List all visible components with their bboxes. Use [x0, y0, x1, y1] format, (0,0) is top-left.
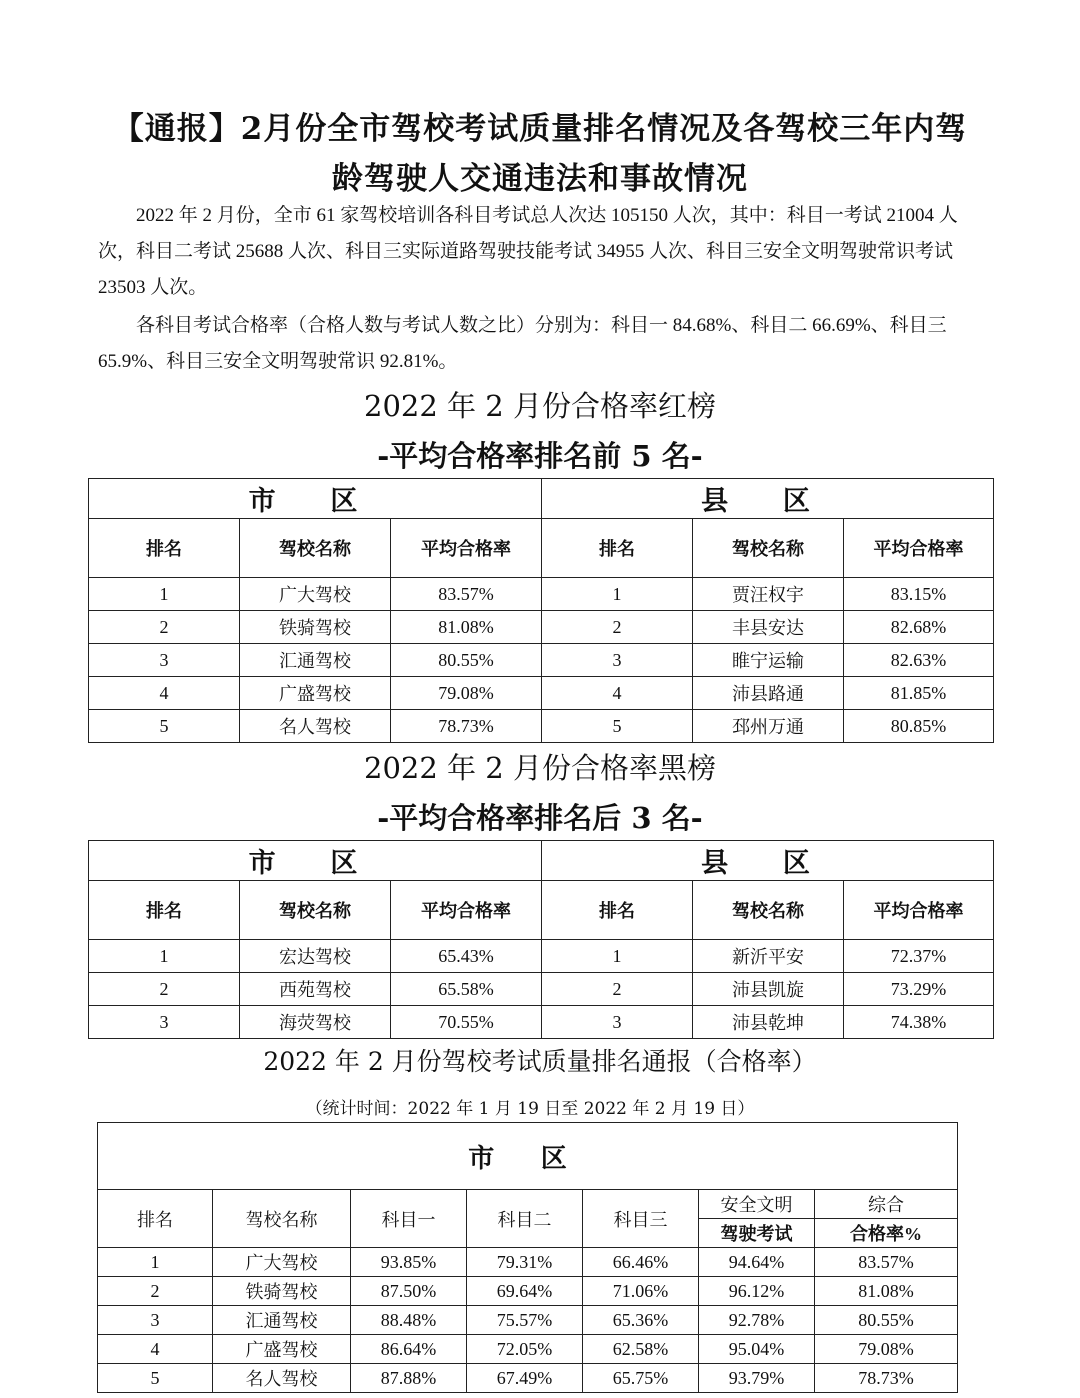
red-list-subheading: -平均合格率排名前 5 名- [377, 439, 703, 473]
table-cell: 海荧驾校 [240, 1006, 391, 1039]
table-cell: 广盛驾校 [213, 1335, 351, 1364]
table-header-row [89, 519, 994, 578]
table-cell: 79.08% [391, 677, 542, 710]
table-row [89, 578, 994, 611]
table-row [89, 973, 994, 1006]
county-zone-label: 县 区 [542, 479, 994, 519]
report-table [97, 1122, 958, 1393]
city-zone-label: 市 区 [89, 841, 542, 881]
table-cell: 93.79% [699, 1364, 815, 1393]
header-cell: 科目三 [583, 1190, 699, 1248]
table-cell: 贾汪权宇 [693, 578, 844, 611]
table-cell: 2 [89, 973, 240, 1006]
table-cell: 93.85% [351, 1248, 467, 1277]
table-row [98, 1248, 958, 1277]
table-cell: 82.68% [844, 611, 994, 644]
table-row [89, 644, 994, 677]
header-cell: 排名 [542, 519, 693, 578]
black-list-heading: 2022 年 2 月份合格率黑榜 [364, 751, 716, 785]
table-cell: 86.64% [351, 1335, 467, 1364]
report-body [98, 1248, 958, 1393]
header-cell: 排名 [89, 519, 240, 578]
table-cell: 3 [542, 1006, 693, 1039]
table-row [89, 940, 994, 973]
table-cell: 汇通驾校 [240, 644, 391, 677]
pass-rate-paragraph: 各科目考试合格率（合格人数与考试人数之比）分别为：科目一 84.68%、科目二 66.69%、科目三 65.9%、科目三安全文明驾驶常识 92.81%。 [98, 315, 947, 372]
report-heading: 2022 年 2 月份驾校考试质量排名通报（合格率） [263, 1047, 817, 1076]
table-cell: 83.15% [844, 578, 994, 611]
table-row [98, 1364, 958, 1393]
table-cell: 81.08% [391, 611, 542, 644]
table-cell: 1 [89, 940, 240, 973]
report-zone-label: 市 区 [98, 1123, 958, 1190]
table-cell: 70.55% [391, 1006, 542, 1039]
table-cell: 4 [89, 677, 240, 710]
table-row [89, 710, 994, 743]
black-list-table [88, 840, 994, 1039]
table-cell: 67.49% [467, 1364, 583, 1393]
header-cell: 排名 [542, 881, 693, 940]
header-cell: 驾校名称 [240, 881, 391, 940]
table-cell: 88.48% [351, 1306, 467, 1335]
header-cell: 综合 [815, 1190, 958, 1219]
table-cell: 3 [542, 644, 693, 677]
header-cell: 合格率% [815, 1219, 958, 1248]
page-title [100, 104, 980, 204]
statistics-period-note: （统计时间：2022 年 1 月 19 日至 2022 年 2 月 19 日） [305, 1099, 755, 1119]
table-cell: 丰县安达 [693, 611, 844, 644]
red-list-table [88, 478, 994, 743]
header-cell: 科目一 [351, 1190, 467, 1248]
table-cell: 66.46% [583, 1248, 699, 1277]
table-cell: 87.88% [351, 1364, 467, 1393]
table-row [98, 1335, 958, 1364]
table-cell: 65.75% [583, 1364, 699, 1393]
table-cell: 78.73% [391, 710, 542, 743]
table-cell: 75.57% [467, 1306, 583, 1335]
table-cell: 铁骑驾校 [213, 1277, 351, 1306]
table-cell: 65.43% [391, 940, 542, 973]
table-cell: 名人驾校 [213, 1364, 351, 1393]
table-cell: 4 [98, 1335, 213, 1364]
black-list-subheading: -平均合格率排名后 3 名- [377, 801, 703, 835]
table-cell: 96.12% [699, 1277, 815, 1306]
table-cell: 1 [542, 578, 693, 611]
red-list-body [89, 578, 994, 743]
table-cell: 62.58% [583, 1335, 699, 1364]
table-cell: 5 [98, 1364, 213, 1393]
table-cell: 92.78% [699, 1306, 815, 1335]
header-cell: 驾校名称 [693, 519, 844, 578]
table-cell: 宏达驾校 [240, 940, 391, 973]
title-line-2: 龄驾驶人交通违法和事故情况 [332, 161, 748, 197]
table-cell: 81.85% [844, 677, 994, 710]
table-cell: 65.36% [583, 1306, 699, 1335]
table-cell: 80.85% [844, 710, 994, 743]
table-cell: 79.31% [467, 1248, 583, 1277]
table-cell: 广盛驾校 [240, 677, 391, 710]
table-cell: 72.37% [844, 940, 994, 973]
table-cell: 83.57% [815, 1248, 958, 1277]
table-cell: 沛县路通 [693, 677, 844, 710]
table-cell: 95.04% [699, 1335, 815, 1364]
table-cell: 65.58% [391, 973, 542, 1006]
table-cell: 1 [98, 1248, 213, 1277]
header-cell: 平均合格率 [844, 881, 994, 940]
table-cell: 广大驾校 [213, 1248, 351, 1277]
table-cell: 73.29% [844, 973, 994, 1006]
header-cell: 驾校名称 [240, 519, 391, 578]
table-cell: 名人驾校 [240, 710, 391, 743]
header-cell: 排名 [98, 1190, 213, 1248]
table-cell: 2 [542, 973, 693, 1006]
header-cell: 驾校名称 [693, 881, 844, 940]
table-cell: 83.57% [391, 578, 542, 611]
header-cell: 平均合格率 [391, 881, 542, 940]
title-line-1: 【通报】2月份全市驾校考试质量排名情况及各驾校三年内驾 [112, 111, 968, 147]
table-cell: 广大驾校 [240, 578, 391, 611]
header-cell: 科目二 [467, 1190, 583, 1248]
table-cell: 新沂平安 [693, 940, 844, 973]
table-cell: 1 [89, 578, 240, 611]
table-row [89, 1006, 994, 1039]
table-cell: 94.64% [699, 1248, 815, 1277]
red-list-heading: 2022 年 2 月份合格率红榜 [364, 389, 716, 423]
county-zone-label: 县 区 [542, 841, 994, 881]
table-cell: 74.38% [844, 1006, 994, 1039]
table-row [98, 1277, 958, 1306]
header-cell: 排名 [89, 881, 240, 940]
table-cell: 79.08% [815, 1335, 958, 1364]
table-cell: 3 [89, 1006, 240, 1039]
table-cell: 71.06% [583, 1277, 699, 1306]
table-cell: 西苑驾校 [240, 973, 391, 1006]
table-cell: 72.05% [467, 1335, 583, 1364]
table-cell: 邳州万通 [693, 710, 844, 743]
table-cell: 80.55% [391, 644, 542, 677]
table-cell: 5 [89, 710, 240, 743]
table-cell: 81.08% [815, 1277, 958, 1306]
header-cell: 安全文明 [699, 1190, 815, 1219]
header-cell: 驾驶考试 [699, 1219, 815, 1248]
table-cell: 87.50% [351, 1277, 467, 1306]
table-cell: 1 [542, 940, 693, 973]
table-cell: 2 [89, 611, 240, 644]
header-cell: 平均合格率 [844, 519, 994, 578]
table-cell: 3 [89, 644, 240, 677]
header-cell: 平均合格率 [391, 519, 542, 578]
table-cell: 沛县凯旋 [693, 973, 844, 1006]
summary-paragraph: 2022 年 2 月份，全市 61 家驾校培训各科目考试总人次达 105150 人次，其中：科目一考试 21004 人次，科目二考试 25688 人次、科目三实际道路驾驶技能考试 34955 人次、科目三安全文明驾驶常识考试 23503 人次。 [98, 205, 958, 298]
table-cell: 睢宁运输 [693, 644, 844, 677]
table-cell: 2 [542, 611, 693, 644]
table-cell: 3 [98, 1306, 213, 1335]
table-row [89, 677, 994, 710]
header-cell: 驾校名称 [213, 1190, 351, 1248]
table-cell: 5 [542, 710, 693, 743]
table-cell: 82.63% [844, 644, 994, 677]
black-list-body [89, 940, 994, 1039]
table-cell: 2 [98, 1277, 213, 1306]
table-cell: 80.55% [815, 1306, 958, 1335]
table-cell: 69.64% [467, 1277, 583, 1306]
table-header-row [89, 881, 994, 940]
table-cell: 汇通驾校 [213, 1306, 351, 1335]
table-cell: 铁骑驾校 [240, 611, 391, 644]
table-row [98, 1306, 958, 1335]
city-zone-label: 市 区 [89, 479, 542, 519]
table-cell: 4 [542, 677, 693, 710]
table-cell: 78.73% [815, 1364, 958, 1393]
table-row [89, 611, 994, 644]
table-cell: 沛县乾坤 [693, 1006, 844, 1039]
